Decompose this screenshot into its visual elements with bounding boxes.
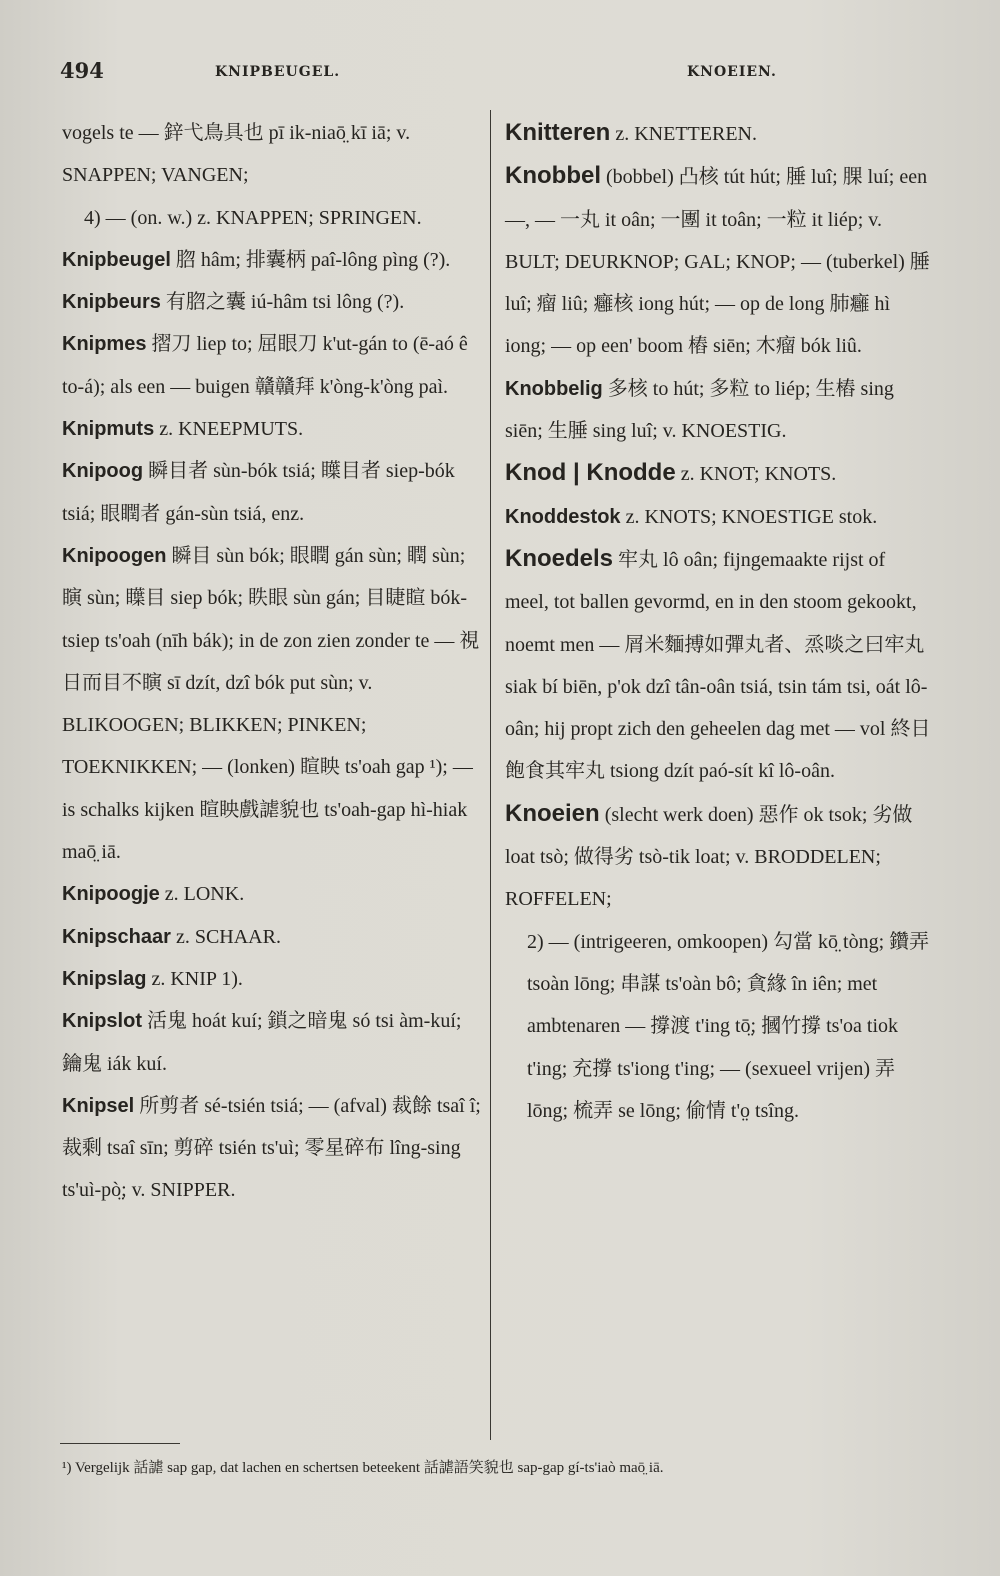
entry-headword: Knipmuts: [62, 418, 155, 441]
dictionary-entry: [62, 958, 482, 1000]
entry-text: vogels te — 鋅弋鳥具也 pī ik-niaō̤ kī iā; v. SNAPPEN; VANGEN;: [62, 122, 411, 187]
entry-text: 瞬目者 sùn-bók tsiá; 瞸目者 siep-bók tsiá; 眼瞤者 gán-sùn tsiá, enz.: [62, 460, 455, 525]
entry-headword: Knipbeugel: [62, 248, 171, 271]
dictionary-entry: [62, 408, 482, 450]
entry-text: z. KNIP 1).: [151, 967, 243, 990]
entry-headword: Knipschaar: [62, 925, 171, 948]
entry-text: 有脗之囊 iú-hâm tsi lông (?).: [165, 291, 405, 314]
entry-text: 脗 hâm; 排囊柄 paî-lông pìng (?).: [175, 248, 451, 271]
dictionary-entry: [62, 1085, 482, 1212]
dictionary-entry: [505, 496, 933, 538]
dictionary-entry: [62, 873, 482, 915]
entry-headword: Knod | Knodde: [505, 459, 676, 487]
dictionary-entry: [505, 793, 933, 921]
entry-text: z. LONK.: [164, 883, 245, 906]
entry-text: z. KNOTS; KNOESTIGE stok.: [625, 505, 878, 528]
entry-text: 所剪者 sé-tsién tsiá; — (afval) 裁餘 tsaî î; 裁剩 tsaî sīn; 剪碎 tsién ts'uì; 零星碎布 lîng-sing ts'uì-pò̤; v. SNIPPER.: [62, 1094, 481, 1202]
entry-headword: Knoedels: [505, 544, 614, 572]
right-running-title: KNOEIEN.: [687, 64, 777, 80]
footnote: [62, 1452, 942, 1484]
entry-text: 瞬目 sùn bók; 眼瞤 gán sùn; 瞤 sùn; 瞚 sùn; 瞸目 siep bók; 眣眼 sùn gán; 目睫睻 bók-tsiep ts'oah (nīh bák); in de zon zien zonder te — 視日而目不瞚 sī dzít, dzî bók put sùn; v. BLIKOOGEN; BLIKKEN; PINKEN; TOEKNIKKEN; — (lonken) 睻眏 ts'oah gap ¹); — is schalks kijken 睻眏戲謔貌也 ts'oah-gap hì-hiak maō̤ iā.: [62, 544, 480, 864]
entry-text: z. KNETTEREN.: [615, 123, 757, 145]
entry-headword: Knobbel: [505, 162, 601, 190]
dictionary-entry: [505, 452, 933, 495]
entry-text: 摺刀 liep to; 屈眼刀 k'ut-gán to (ē-aó ê to-á); als een — buigen 贛贛拜 k'òng-k'òng paì.: [62, 333, 468, 398]
right-column: [505, 112, 933, 1132]
dictionary-entry: [505, 921, 933, 1132]
entry-headword: Knoeien: [505, 799, 600, 827]
entry-headword: Knipbeurs: [62, 291, 161, 314]
entry-headword: Knipoogen: [62, 544, 167, 567]
dictionary-entry: [505, 112, 933, 155]
dictionary-entry: [62, 535, 482, 873]
entry-headword: Knipmes: [62, 333, 147, 356]
footnote-text: ¹) Vergelijk 話謔 sap gap, dat lachen en schertsen beteekent 話謔語笑貌也 sap-gap gí-ts'iaò maō̤ iā.: [62, 1460, 664, 1476]
dictionary-entry: [505, 155, 933, 367]
footnote-rule: [60, 1443, 180, 1444]
left-running-title: KNIPBEUGEL.: [215, 64, 341, 80]
entry-headword: Knipslot: [62, 1010, 142, 1033]
entry-headword: Knoddestok: [505, 505, 621, 528]
dictionary-entry: [505, 538, 933, 793]
entry-text: 活鬼 hoát kuí; 鎖之暗鬼 só tsi àm-kuí; 鑰鬼 iák kuí.: [62, 1010, 462, 1075]
dictionary-entry: [62, 450, 482, 535]
entry-headword: Knipslag: [62, 967, 147, 990]
entry-headword: Knipoog: [62, 460, 144, 483]
entry-text: z. KNEEPMUTS.: [159, 418, 304, 441]
dictionary-entry: [62, 281, 482, 323]
dictionary-entry: [505, 368, 933, 453]
entry-headword: Knipoogje: [62, 883, 160, 906]
entry-text: z. KNOT; KNOTS.: [680, 463, 837, 486]
entry-text: 4) — (on. w.) z. KNAPPEN; SPRINGEN.: [84, 206, 422, 229]
entry-headword: Knipsel: [62, 1094, 135, 1117]
entry-text: (bobbel) 凸核 tút hút; 腄 luî; 腂 luí; een —, — 一丸 it oân; 一團 it toân; 一粒 it liép; v. BULT; DEURKNOP; GAL; KNOP; — (tuberkel) 腄 luî; 瘤 liû; 癰核 iong hút; — op de long 肺癰 hì iong; — op een' boom 樁 siēn; 木瘤 bók liû.: [505, 166, 930, 358]
column-divider: [490, 110, 491, 1440]
entry-text: 2) — (intrigeeren, omkoopen) 勾當 kō̤ tòng; 鑽弄 tsoàn lōng; 串謀 ts'oàn bô; 貪緣 în iên; met ambtenaren — 撐渡 t'ing tō̤; 摑竹撐 ts'oa tiok t'ing; 充撐 ts'iong t'ing; — (sexueel vrijen) 弄 lōng; 梳弄 se lōng; 偷情 t'o̤ tsîng.: [527, 930, 930, 1122]
dictionary-entry: [62, 239, 482, 281]
dictionary-entry: [62, 916, 482, 958]
page-number: 494: [60, 58, 104, 83]
entry-text: z. SCHAAR.: [175, 925, 281, 948]
dictionary-entry: [62, 112, 482, 197]
dictionary-entry: [62, 323, 482, 408]
dictionary-entry: [62, 1000, 482, 1085]
dictionary-entry: [62, 197, 482, 239]
entry-text: 牢丸 lô oân; fijngemaakte rijst of meel, tot ballen gevormd, en in den stoom gekookt, noemt men — 屑米麵搏如彈丸者、烝啖之曰牢丸 siak bí biēn, p'ok dzî tân-oân tsiá, tsin tám tsi, oát lô-oân; hij propt zich den geheelen dag met — vol 終日飽食其牢丸 tsiong dzít paó-sít kî lô-oân.: [505, 548, 931, 783]
entry-headword: Knitteren: [505, 119, 611, 146]
entry-text: (slecht werk doen) 惡作 ok tsok; 劣做 loat tsò; 做得劣 tsò-tik loat; v. BRODDELEN; ROFFELEN;: [505, 803, 913, 911]
entry-text: 多核 to hút; 多粒 to liép; 生樁 sing siēn; 生腄 sing luî; v. KNOESTIG.: [505, 377, 894, 443]
entry-headword: Knobbelig: [505, 377, 603, 400]
left-column: [62, 112, 482, 1212]
page-header: [60, 58, 940, 92]
